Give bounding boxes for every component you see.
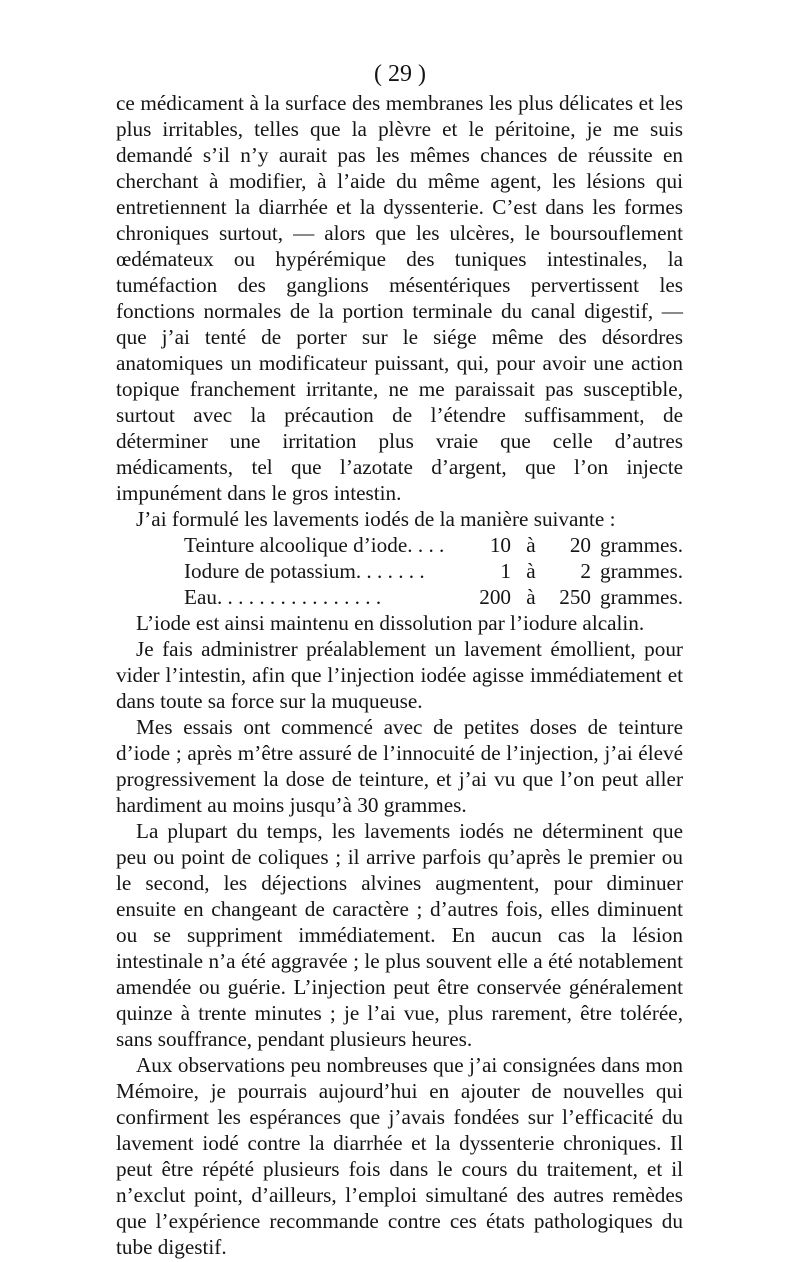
recipe-ingredient: Eau. . . . . . . . . . . . . . . . <box>184 585 382 609</box>
text-column <box>116 90 683 1260</box>
recipe-min: 1 <box>500 559 511 583</box>
recipe-ingredient: Teinture alcoolique d’iode. . . . <box>184 533 445 557</box>
recipe-unit: grammes. <box>600 585 683 609</box>
recipe-row <box>184 558 683 584</box>
paragraph-administration: Je fais administrer préalablement un lavement émollient, pour vider l’intestin, afin que l’injection iodée agisse immédiatement et dans toute sa force sur la muqueuse. <box>116 637 683 713</box>
recipe-min: 10 <box>489 533 511 557</box>
page-number: ( 29 ) <box>374 61 426 87</box>
recipe-unit: grammes. <box>600 533 683 557</box>
recipe-max: 250 <box>559 585 591 609</box>
recipe-row <box>184 532 683 558</box>
recipe-separator: à <box>526 533 536 557</box>
paragraph-trials: Mes essais ont commencé avec de petites doses de teinture d’iode ; après m’être assuré de l’innocuité de l’injection, j’ai élevé progressivement la dose de teinture, et j’ai vu que l’on peut aller hardiment au moins jusqu’à 30 grammes. <box>116 715 683 817</box>
recipe-unit: grammes. <box>600 559 683 583</box>
recipe-separator: à <box>526 559 536 583</box>
paragraph-effects: La plupart du temps, les lavements iodés ne déterminent que peu ou point de coliques ; il arrive parfois qu’après le premier ou le second, les déjections alvines augmentent, pour diminuer ensuite en changeant de caractère ; d’autres fois, elles diminuent ou se suppriment immédiatement. En aucun cas la lésion intestinale n’a été aggravée ; le plus souvent elle a été notablement amendée ou guérie. L’injection peut être conservée généralement quinze à trente minutes ; je l’ai vue, plus rarement, être tolérée, sans souffrance, pendant plusieurs heures. <box>116 819 683 1051</box>
recipe-max: 20 <box>569 533 591 557</box>
recipe-row <box>184 584 683 610</box>
recipe-ingredient: Iodure de potassium. . . . . . . <box>184 559 425 583</box>
paragraph-observations: Aux observations peu nombreuses que j’ai consignées dans mon Mémoire, je pourrais aujourd’hui en ajouter de nouvelles qui confirment les espérances que j’avais fondées sur l’efficacité du lavement iodé contre la diarrhée et la dyssenterie chroniques. Il peut être répété plusieurs fois dans le cours du traitement, et il n’exclut point, d’ailleurs, l’emploi simultané des autres remèdes que l’expérience recommande contre ces états pathologiques du tube digestif. <box>116 1053 683 1259</box>
recipe-separator: à <box>526 585 536 609</box>
recipe-max: 2 <box>580 559 591 583</box>
paragraph-medicament: ce médicament à la surface des membranes les plus délicates et les plus irritables, telles que la plèvre et le péritoine, je me suis demandé s’il n’y aurait pas les mêmes chances de réussite en cherchant à modifier, à l’aide du même agent, les lésions qui entretiennent la diarrhée et la dyssenterie. C’est dans les formes chroniques surtout, — alors que les ulcères, le boursouflement œdémateux ou hypérémique des tuniques intestinales, la tuméfaction des ganglions mésentériques pervertissent les fonctions normales de la portion terminale du canal digestif, — que j’ai tenté de porter sur le siége même des désordres anatomiques un modificateur puissant, qui, pour avoir une action topique franchement irritante, ne me paraissait pas susceptible, surtout avec la précaution de l’étendre suffisamment, de déterminer une irritation plus vraie que celle d’autres médicaments, tel que l’azotate d’argent, que l’on injecte impunément dans le gros intestin. <box>116 91 683 505</box>
paragraph-iodine-dissolution: L’iode est ainsi maintenu en dissolution par l’iodure alcalin. <box>136 611 645 635</box>
paragraph-formula-intro: J’ai formulé les lavements iodés de la manière suivante : <box>136 507 616 531</box>
recipe-min: 200 <box>479 585 511 609</box>
recipe-table <box>184 532 683 610</box>
